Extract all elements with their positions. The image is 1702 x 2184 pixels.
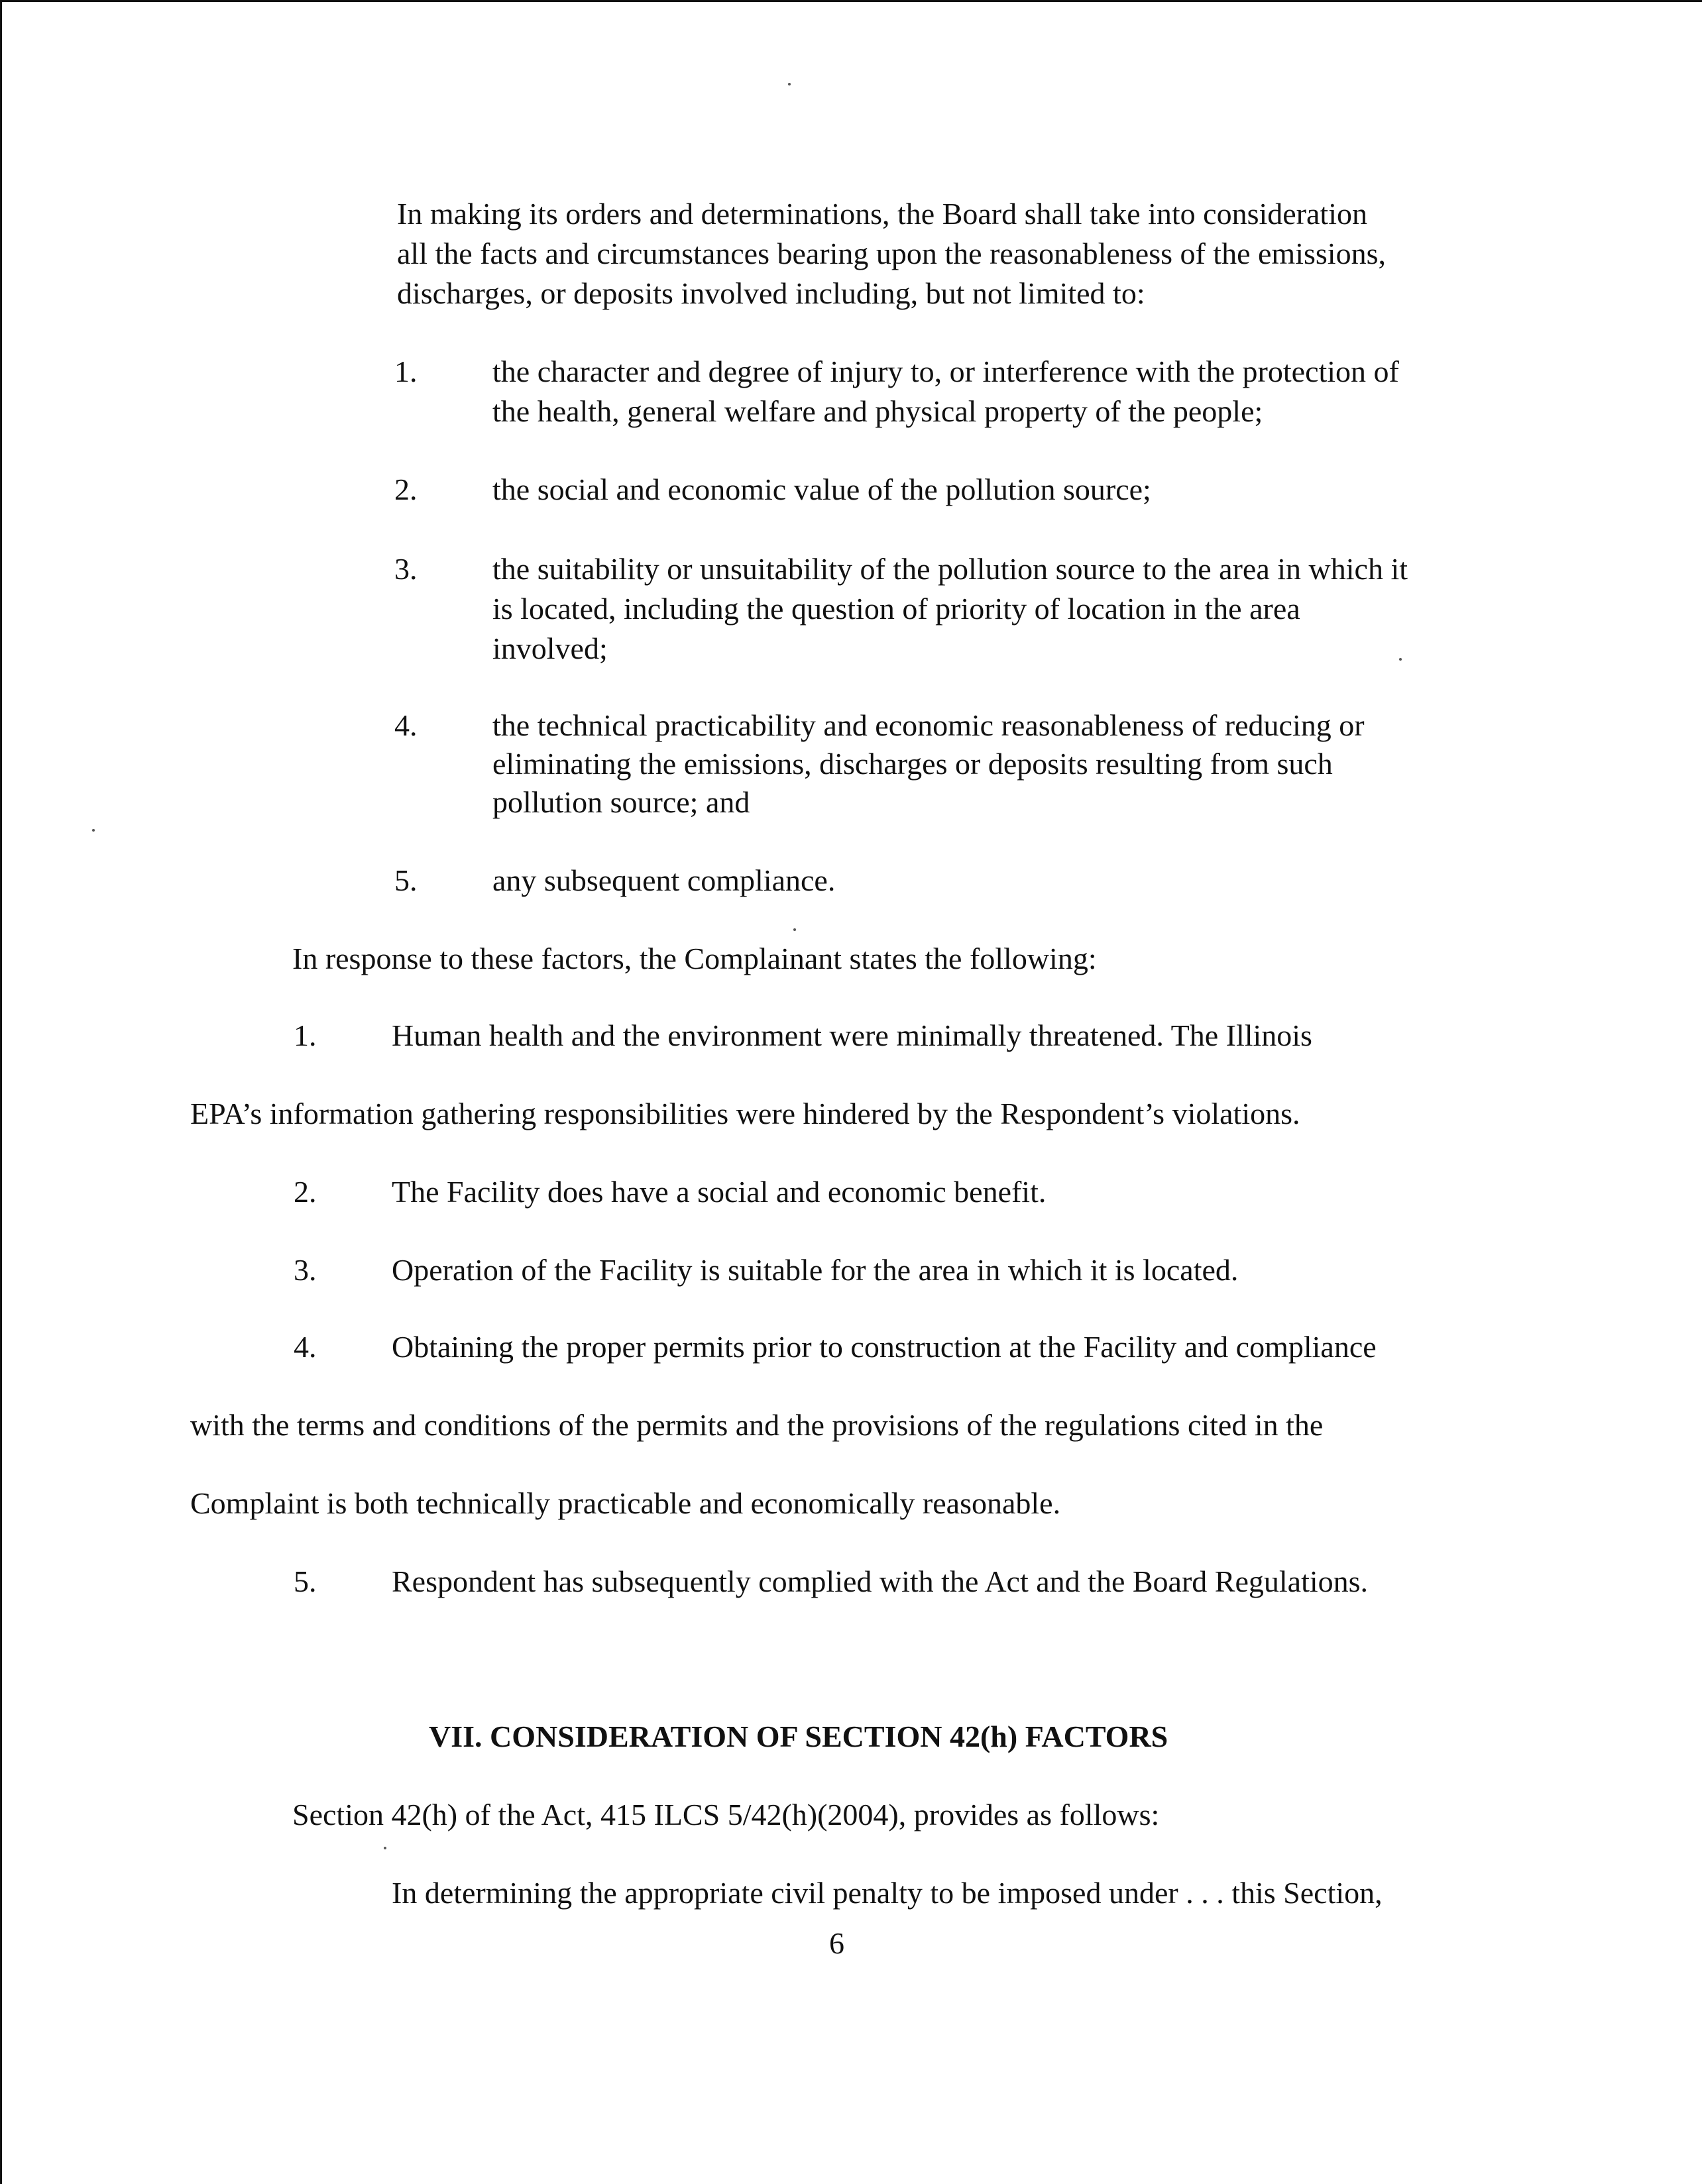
response-line: Operation of the Facility is suitable for the area in which it is located. (392, 1253, 1239, 1287)
response-number: 4. (294, 1330, 317, 1364)
quoted-factor-line: the technical practicability and economic reasonableness of reducing or (492, 708, 1365, 742)
quoted-factor-number: 2. (394, 472, 418, 506)
section-intro: Section 42(h) of the Act, 415 ILCS 5/42(h)(2004), provides as follows: (292, 1798, 1160, 1831)
response-line: The Facility does have a social and economic benefit. (392, 1175, 1047, 1209)
section-heading: VII. CONSIDERATION OF SECTION 42(h) FACTORS (429, 1720, 1168, 1753)
quoted-factor-line: the character and degree of injury to, or interference with the protection of (492, 355, 1399, 388)
response-line: Obtaining the proper permits prior to construction at the Facility and compliance (392, 1330, 1377, 1364)
section-quote-line: In determining the appropriate civil penalty to be imposed under . . . this Section, (392, 1876, 1383, 1910)
scan-speck (92, 829, 95, 832)
quoted-factor-line: involved; (492, 631, 608, 665)
response-intro: In response to these factors, the Complainant states the following: (292, 942, 1097, 975)
quoted-factor-number: 1. (394, 355, 418, 388)
intro-quote-line: In making its orders and determinations, the Board shall take into consideration (397, 197, 1367, 231)
quoted-factor-number: 4. (394, 708, 418, 742)
quoted-factor-line: pollution source; and (492, 785, 750, 819)
response-number: 3. (294, 1253, 317, 1287)
quoted-factor-number: 3. (394, 552, 418, 586)
response-number: 1. (294, 1018, 317, 1052)
scan-speck (1399, 658, 1402, 661)
quoted-factor-number: 5. (394, 863, 418, 897)
response-line: Complaint is both technically practicable and economically reasonable. (190, 1486, 1061, 1520)
scan-speck (793, 928, 796, 931)
quoted-factor-line: is located, including the question of priority of location in the area (492, 592, 1300, 626)
quoted-factor-line: eliminating the emissions, discharges or deposits resulting from such (492, 747, 1333, 781)
page-number: 6 (829, 1926, 844, 1960)
response-line: EPA’s information gathering responsibilities were hindered by the Respondent’s violations. (190, 1097, 1300, 1130)
quoted-factor-line: the suitability or unsuitability of the pollution source to the area in which it (492, 552, 1408, 586)
quoted-factor-line: any subsequent compliance. (492, 863, 836, 897)
response-line: Human health and the environment were minimally threatened. The Illinois (392, 1018, 1312, 1052)
intro-quote-line: all the facts and circumstances bearing upon the reasonableness of the emissions, (397, 237, 1386, 270)
response-line: Respondent has subsequently complied with the Act and the Board Regulations. (392, 1564, 1369, 1598)
quoted-factor-line: the health, general welfare and physical property of the people; (492, 394, 1263, 428)
response-number: 2. (294, 1175, 317, 1209)
response-line: with the terms and conditions of the permits and the provisions of the regulations cited in the (190, 1408, 1324, 1442)
scan-speck (384, 1847, 386, 1849)
quoted-factor-line: the social and economic value of the pollution source; (492, 472, 1151, 506)
intro-quote-line: discharges, or deposits involved including, but not limited to: (397, 276, 1145, 310)
scan-speck (788, 83, 791, 85)
response-number: 5. (294, 1564, 317, 1598)
